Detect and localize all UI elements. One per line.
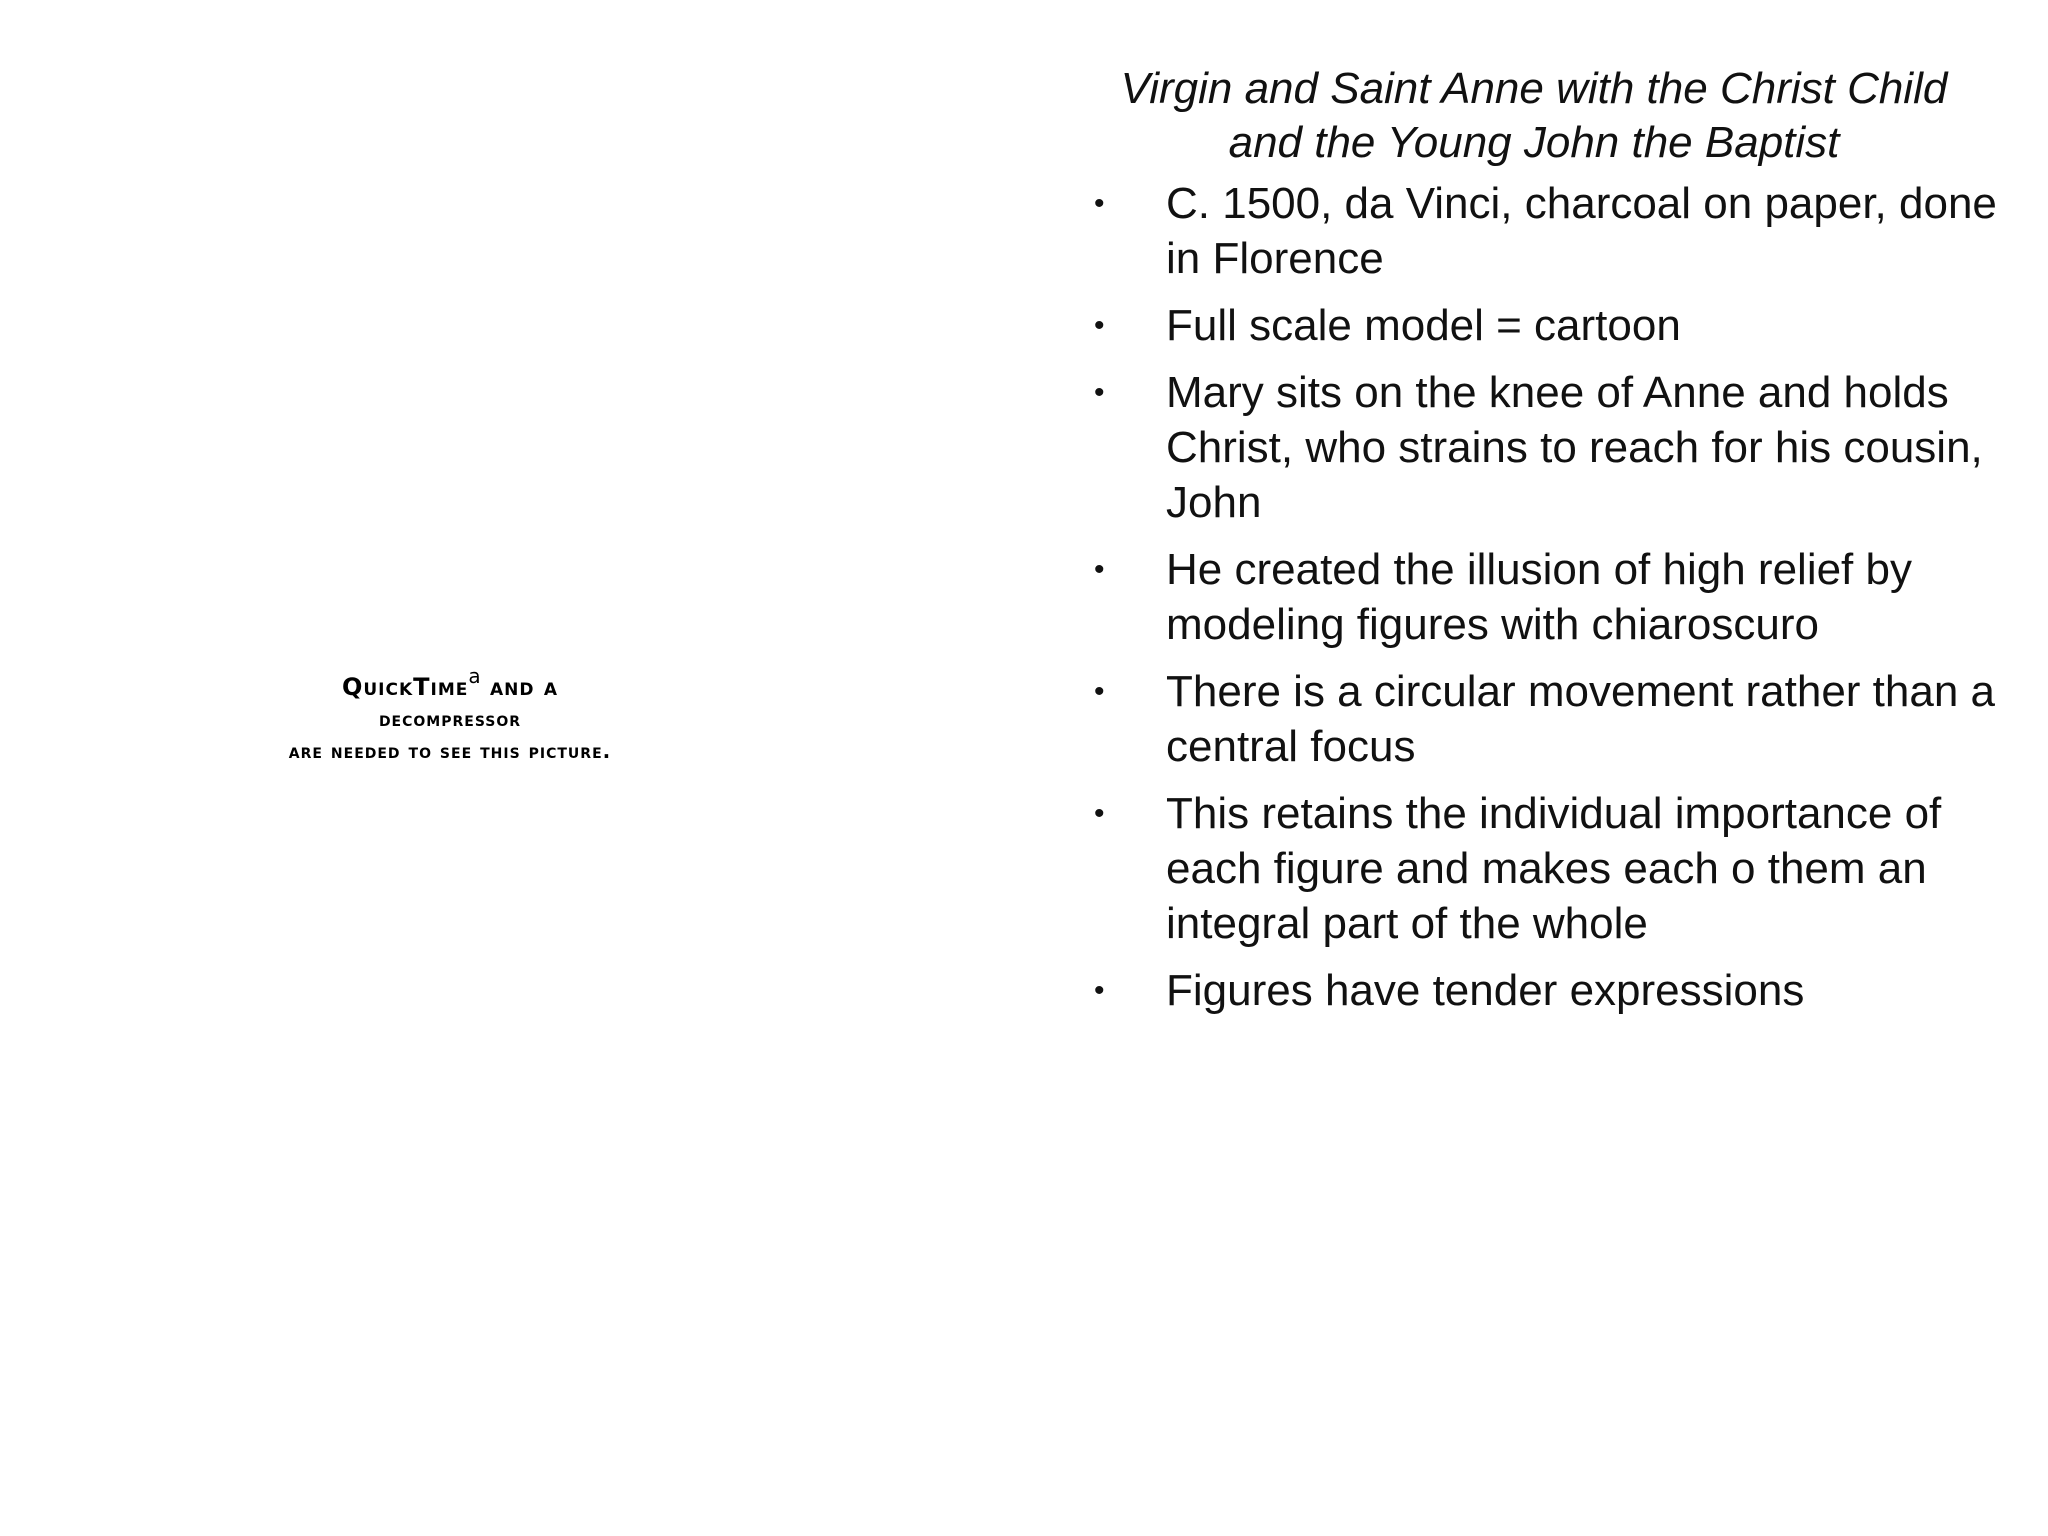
bullet-icon: •	[1094, 376, 1105, 409]
bullet-item	[1084, 963, 2014, 1018]
bullet-item	[1084, 664, 2014, 774]
placeholder-line-2: decompressor	[378, 707, 522, 731]
slide-title	[1084, 62, 1964, 170]
bullet-list	[1084, 176, 2014, 1018]
bullet-item	[1084, 542, 2014, 652]
bullet-item	[1084, 298, 2014, 353]
bullet-icon: •	[1094, 675, 1105, 708]
placeholder-line-3: are needed to see this picture.	[288, 739, 612, 763]
bullet-text: C. 1500, da Vinci, charcoal on paper, done in Florence	[1166, 179, 1997, 283]
bullet-text: Figures have tender expressions	[1166, 966, 1805, 1015]
placeholder-line-1: QuickTime$^a$ and a	[341, 664, 559, 701]
placeholder-superscript: a	[468, 664, 481, 688]
title-line-1: Virgin and Saint Anne with the Christ Child	[1120, 64, 1948, 113]
bullet-text: He created the illusion of high relief by modeling figures with chiaroscuro	[1166, 545, 1912, 649]
bullet-text: Mary sits on the knee of Anne and holds Christ, who strains to reach for his cousin, John	[1166, 368, 1983, 527]
bullet-text: This retains the individual importance of each figure and makes each o them an integral part of the whole	[1166, 789, 1942, 948]
quicktime-placeholder	[200, 664, 700, 763]
bullet-icon: •	[1094, 187, 1105, 220]
bullet-item	[1084, 365, 2014, 530]
bullet-icon: •	[1094, 797, 1105, 830]
text-block	[1084, 62, 2014, 1030]
bullet-item	[1084, 176, 2014, 286]
bullet-text: There is a circular movement rather than a central focus	[1166, 667, 1996, 771]
bullet-icon: •	[1094, 553, 1105, 586]
title-line-2: and the Young John the Baptist	[1228, 118, 1840, 167]
bullet-text: Full scale model = cartoon	[1166, 301, 1681, 350]
bullet-icon: •	[1094, 974, 1105, 1007]
bullet-icon: •	[1094, 309, 1105, 342]
bullet-item	[1084, 786, 2014, 951]
